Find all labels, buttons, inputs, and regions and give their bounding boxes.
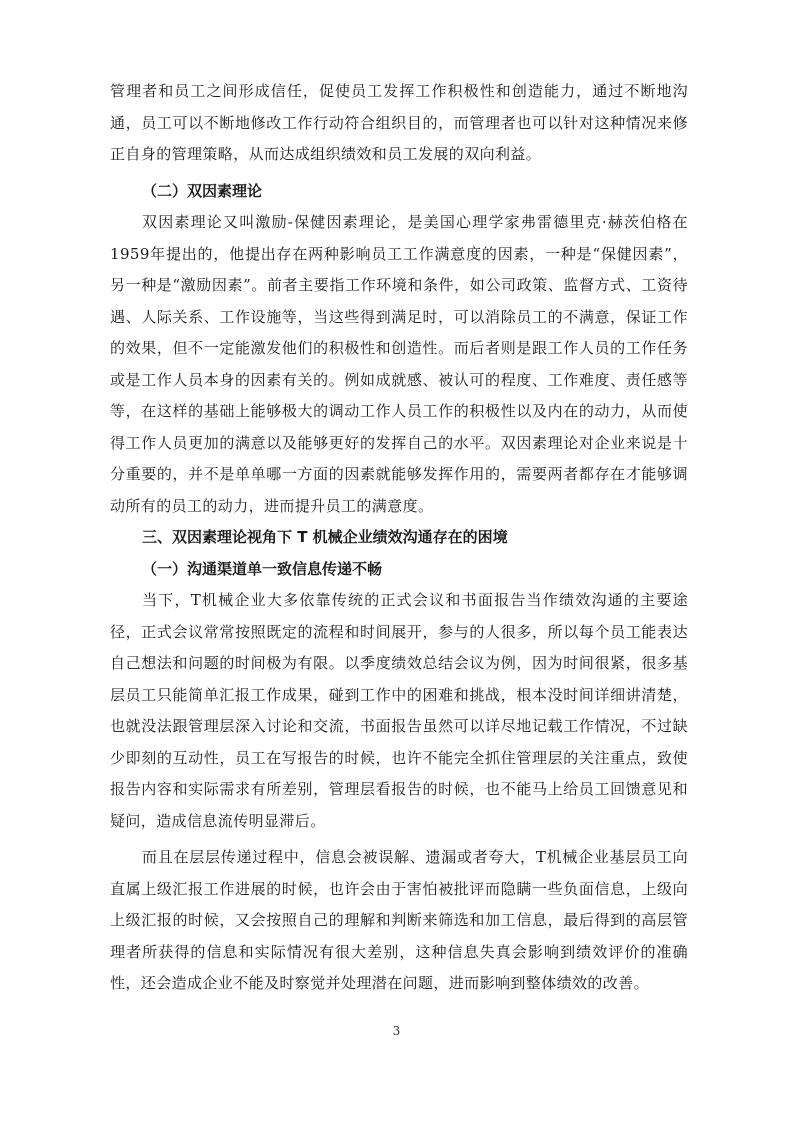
page-number: 3 [392,1024,401,1038]
document-body [110,76,688,1000]
paragraph-information-distortion: 而且在层层传递过程中，信息会被误解、遗漏或者夸大，T机械企业基层员工向直属上级汇报工作进展的时候，也许会由于害怕被批评而隐瞒一些负面信息，上级向上级汇报的时候，又会按照自己的理解和判断来筛选和加工信息，最后得到的高层管理者所获得的信息和实际情况有很大差别，这种信息失真会影响到绩效评价的准确性，还会造成企业不能及时察觉并处理潜在问题，进而影响到整体绩效的改善。 [110,848,688,992]
paragraph-two-factor-theory: 双因素理论又叫激励-保健因素理论，是美国心理学家弗雷德里克·赫茨伯格在1959年提出的，他提出存在两种影响员工工作满意度的因素，一种是“保健因素”，另一种是“激励因素”。前者主要指工作环境和条件，如公司政策、监督方式、工资待遇、人际关系、工作设施等，当这些得到满足时，可以消除员工的不满意，保证工作的效果，但不一定能激发他们的积极性和创造性。而后者则是跟工作人员的工作任务或是工作人员本身的因素有关的。例如成就感、被认可的程度、工作难度、责任感等等，在这样的基础上能够极大的调动工作人员工作的积极性以及内在的动力，从而使得工作人员更加的满意以及能够更好的发挥自己的水平。双因素理论对企业来说是十分重要的，并不是单单哪一方面的因素就能够发挥作用的，需要两者都存在才能够调动所有的员工的动力，进而提升员工的满意度。 [110,213,688,515]
paragraph-continuation: 管理者和员工之间形成信任，促使员工发挥工作积极性和创造能力，通过不断地沟通，员工可以不断地修改工作行动符合组织目的，而管理者也可以针对这种情况来修正自身的管理策略，从而达成组织绩效和员工发展的双向利益。 [110,82,688,163]
paragraph-single-channel: 当下，T机械企业大多依靠传统的正式会议和书面报告当作绩效沟通的主要途径，正式会议常常按照既定的流程和时间展开，参与的人很多，所以每个员工能表达自己想法和问题的时间极为有限。以季度绩效总结会议为例，因为时间很紧，很多基层员工只能简单汇报工作成果，碰到工作中的困难和挑战，根本没时间详细讲清楚，也就没法跟管理层深入讨论和交流，书面报告虽然可以详尽地记载工作情况，不过缺少即刻的互动性，员工在写报告的时候，也许不能完全抓住管理层的关注重点，致使报告内容和实际需求有所差别，管理层看报告的时候，也不能马上给员工回馈意见和疑问，造成信息流传明显滞后。 [110,591,688,830]
section-heading-three: 三、双因素理论视角下 T 机械企业绩效沟通存在的困境 [142,528,508,546]
subsection-heading-two-factor-theory: （二）双因素理论 [142,181,263,200]
subsection-heading-single-channel: （一）沟通渠道单一致信息传递不畅 [142,559,383,578]
